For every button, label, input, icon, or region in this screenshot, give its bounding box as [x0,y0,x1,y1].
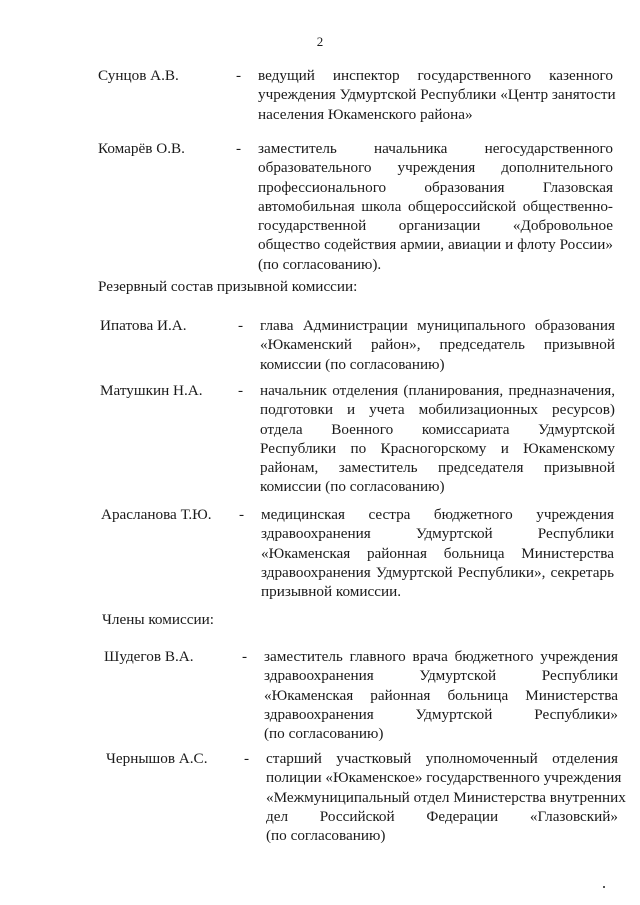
position-description [264,647,618,743]
description-line: заместитель начальника негосударственного [258,140,613,157]
description-line: отдела Военного комиссариата Удмуртской [260,420,615,438]
description-line: комиссии (по согласованию) [260,355,445,373]
reserve-heading: Резервный состав призывной комиссии: [98,278,358,295]
position-description [266,749,626,845]
description-line: государственной организации «Добровольное [258,217,613,235]
position-description [260,316,615,374]
list-item [104,647,618,743]
description-line: здравоохранения Удмуртской Республики», секретарь [261,563,614,581]
list-item [98,66,616,124]
scan-speck [603,886,605,888]
position-description [258,66,616,124]
description-line: заместитель главного врача бюджетного учреждения [264,648,618,665]
description-line: «Юкаменская районная больница Министерства [264,686,618,704]
description-line: Республики по Красногорскому и Юкаменскому [260,439,615,457]
dash: - [238,382,244,399]
description-line: «Юкаменский район», председатель призывной [260,336,615,354]
list-item [100,316,615,374]
description-line: (по согласованию) [266,827,386,845]
position-description [260,381,615,497]
description-line: образовательного учреждения дополнительного [258,159,613,177]
position-description [261,505,614,601]
person-name: Сунцов А.В. [98,67,179,84]
description-line: полиции «Юкаменское» государственного учреждения [266,769,622,787]
description-line: районам, заместитель председателя призывной [260,459,615,477]
description-line: здравоохранения Удмуртской Республики [261,525,614,543]
description-line: медицинская сестра бюджетного учреждения [261,506,614,523]
description-line: населения Юкаменского района» [258,105,473,123]
dash: - [242,648,248,665]
person-name: Чернышов А.С. [106,750,208,767]
position-description [258,139,613,274]
dash: - [238,317,244,334]
description-line: ведущий инспектор государственного казенного [258,67,613,84]
description-line: «Юкаменская районная больница Министерства [261,544,614,562]
dash: - [239,506,245,523]
person-name: Комарёв О.В. [98,140,185,157]
description-line: комиссии (по согласованию) [260,478,445,496]
description-line: старший участковый уполномоченный отделения [266,750,618,767]
description-line: здравоохранения Удмуртской Республики [264,667,618,685]
description-line: подготовки и учета мобилизационных ресурсов) [260,401,615,419]
person-name: Матушкин Н.А. [100,382,203,399]
description-line: «Межмуниципальный отдел Министерства внутренних [266,788,626,806]
description-line: дел Российской Федерации «Глазовский» [266,807,618,825]
description-line: призывной комиссии. [261,583,402,601]
description-line: (по согласованию) [264,725,384,743]
members-heading: Члены комиссии: [102,611,214,628]
description-line: автомобильная школа общероссийской общественно- [258,197,613,215]
person-name: Ипатова И.А. [100,317,187,334]
page-number: 2 [316,34,324,49]
dash: - [236,140,242,157]
list-item [106,749,626,845]
dash: - [244,750,250,767]
description-line: начальник отделения (планирования, предназначения, [260,382,615,399]
dash: - [236,67,242,84]
list-item [101,505,614,601]
list-item [98,139,613,274]
description-line: глава Администрации муниципального образования [260,317,615,334]
description-line: здравоохранения Удмуртской Республики» [264,705,618,723]
person-name: Арасланова Т.Ю. [101,506,212,523]
person-name: Шудегов В.А. [104,648,194,665]
description-line: учреждения Удмуртской Республики «Центр занятости [258,86,616,104]
description-line: общество содействия армии, авиации и флоту России» [258,236,613,254]
description-line: профессионального образования Глазовская [258,178,613,196]
list-item [100,381,615,497]
description-line: (по согласованию). [258,255,382,273]
